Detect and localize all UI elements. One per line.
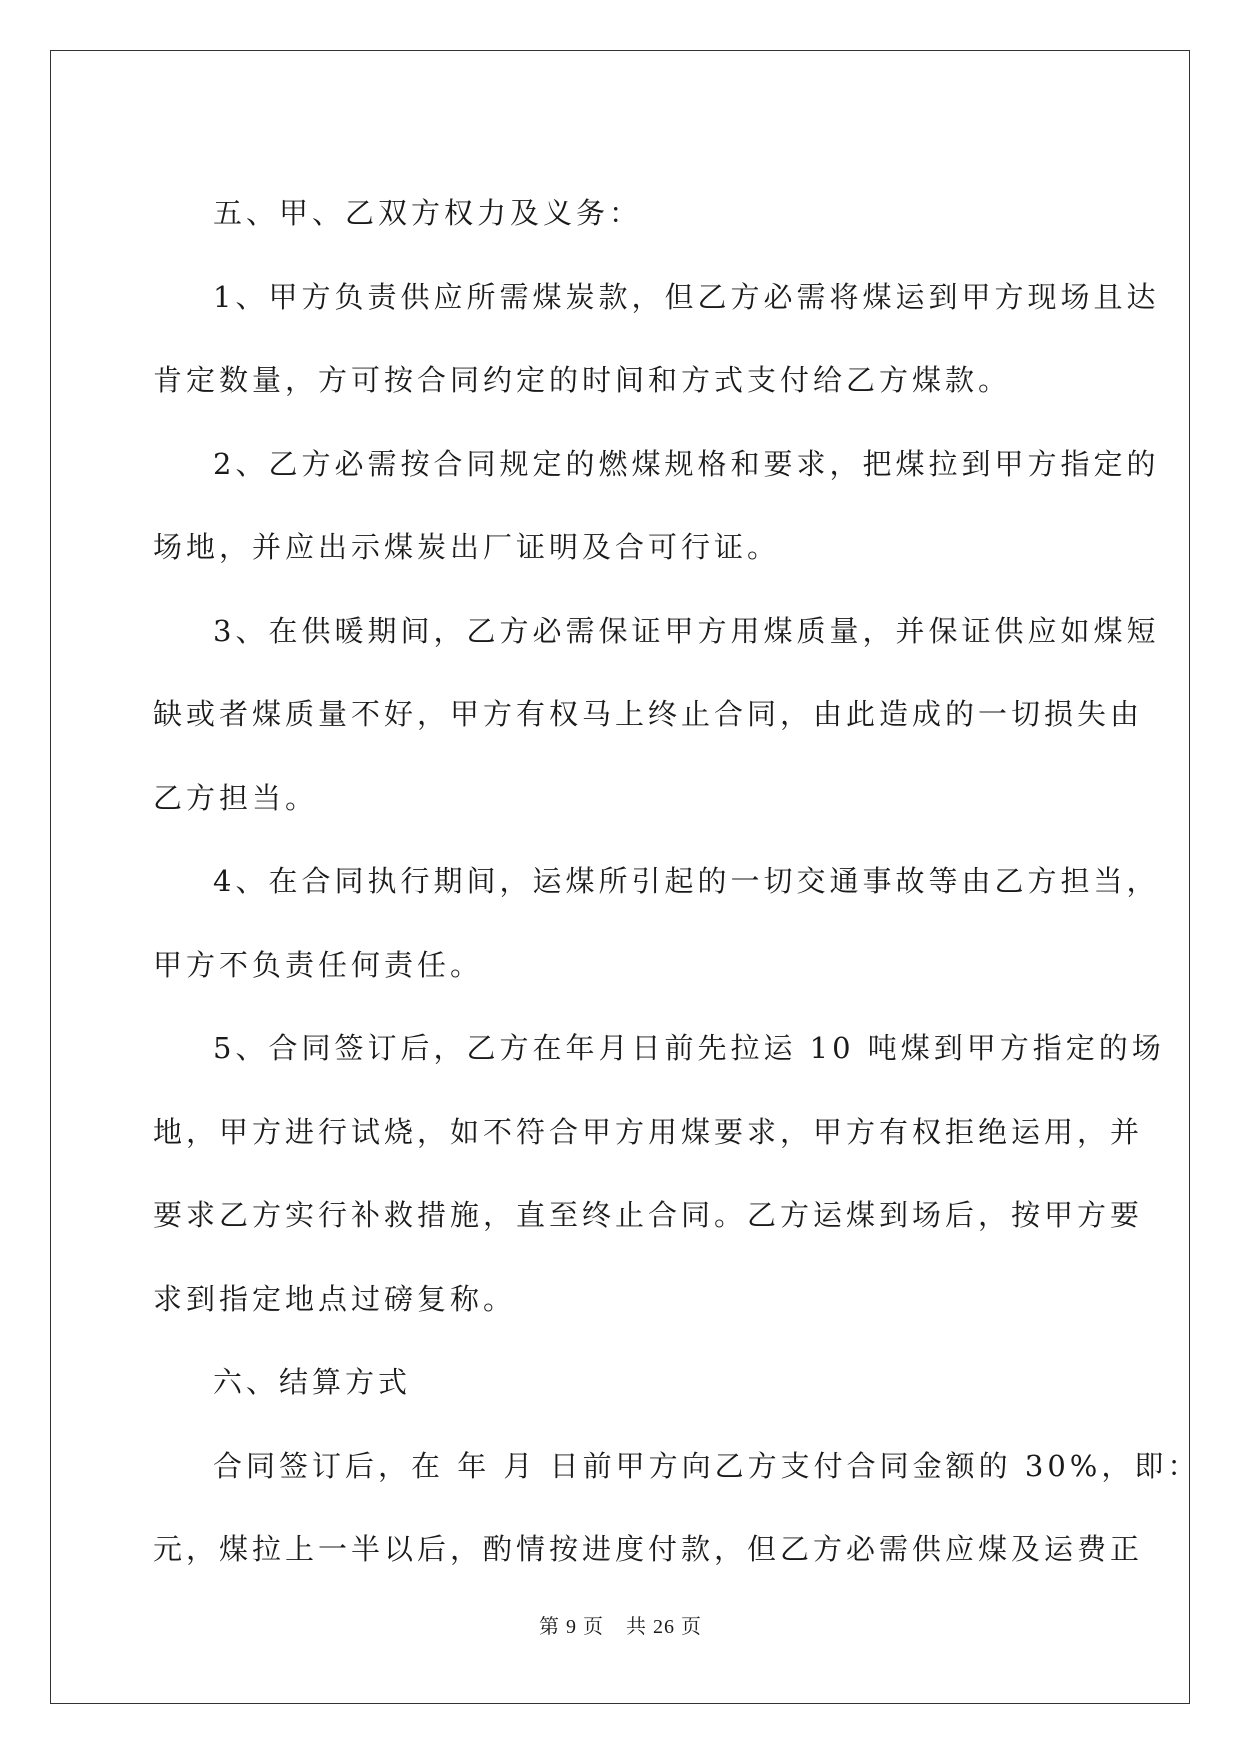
- text-line: 1、甲方负责供应所需煤炭款，但乙方必需将煤运到甲方现场且达: [213, 279, 1160, 314]
- text-line: 六、结算方式: [213, 1365, 412, 1399]
- text-line: 要求乙方实行补救措施，直至终止合同。乙方运煤到场后，按甲方要: [153, 1198, 1144, 1232]
- text-line: 场地，并应出示煤炭出厂证明及合可行证。: [153, 530, 781, 564]
- clause-2: [153, 423, 1160, 590]
- clause-1: [153, 256, 1160, 423]
- text-line: 3、在供暖期间，乙方必需保证甲方用煤质量，并保证供应如煤短: [213, 613, 1160, 648]
- clause-4: [153, 840, 1160, 1007]
- text-line: 合同签订后，在 年 月 日前甲方向乙方支付合同金额的 30%，即：: [213, 1448, 1201, 1483]
- document-body: [153, 172, 1201, 1592]
- page-number-current: 第 9 页: [539, 1616, 604, 1638]
- text-line: 2、乙方必需按合同规定的燃煤规格和要求，把煤拉到甲方指定的: [213, 446, 1160, 481]
- text-line: 肯定数量，方可按合同约定的时间和方式支付给乙方煤款。: [153, 363, 1012, 397]
- clause-3: [153, 590, 1160, 841]
- text-line: 4、在合同执行期间，运煤所引起的一切交通事故等由乙方担当，: [213, 864, 1160, 898]
- text-line: 元，煤拉上一半以后，酌情按进度付款，但乙方必需供应煤及运费正: [153, 1532, 1144, 1566]
- page-footer: [0, 1610, 1241, 1639]
- clause-heading-rights: [153, 172, 1088, 256]
- text-line: 乙方担当。: [153, 780, 319, 815]
- text-line: 甲方不负责任何责任。: [153, 947, 484, 982]
- text-line: 5、合同签订后，乙方在年月日前先拉运 10 吨煤到甲方指定的场: [213, 1031, 1165, 1065]
- settlement-paragraph: [153, 1425, 1201, 1592]
- text-line: 缺或者煤质量不好，甲方有权马上终止合同，由此造成的一切损失由: [153, 697, 1144, 731]
- page-number-total: 共 26 页: [626, 1616, 702, 1638]
- clause-heading-settlement: [153, 1341, 1088, 1425]
- text-line: 地，甲方进行试烧，如不符合甲方用煤要求，甲方有权拒绝运用，并: [153, 1114, 1144, 1149]
- text-line: 求到指定地点过磅复称。: [153, 1281, 517, 1316]
- clause-5: [153, 1007, 1165, 1341]
- text-line: 五、甲、乙双方权力及义务：: [213, 196, 643, 230]
